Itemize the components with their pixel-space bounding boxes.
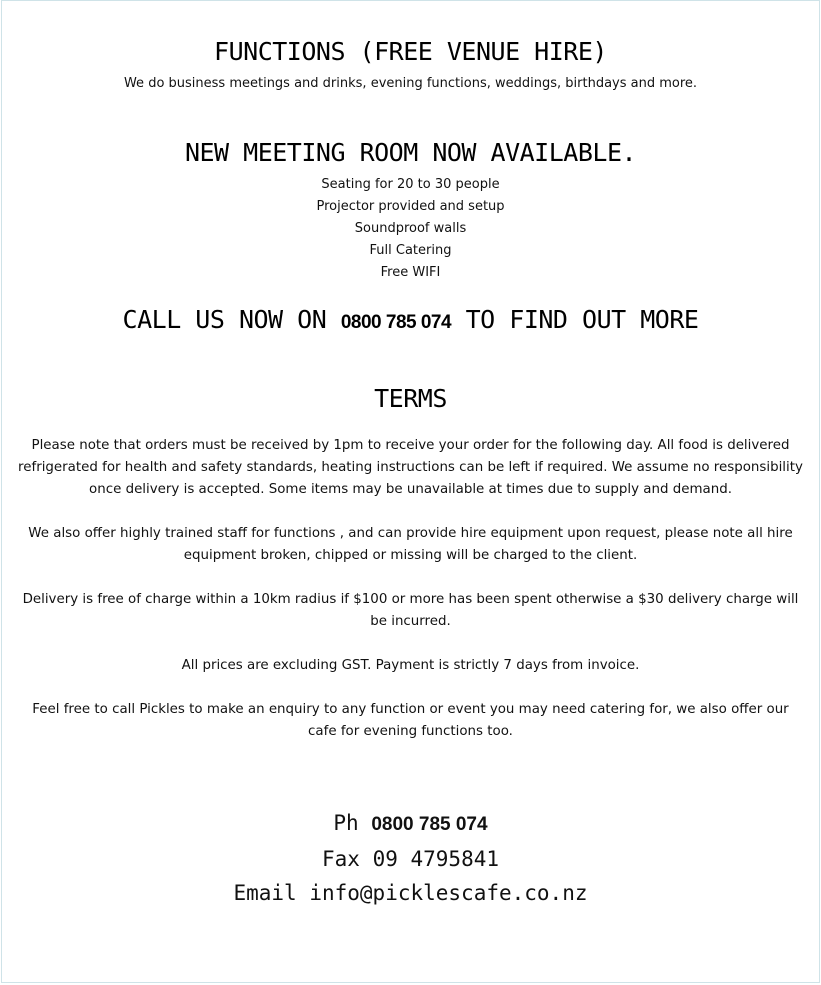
- intro-text: We do business meetings and drinks, evening functions, weddings, birthdays and more.: [123, 76, 698, 91]
- feature-item: Seating for 20 to 30 people: [321, 177, 500, 192]
- terms-heading: TERMS: [374, 384, 447, 413]
- phone-label: Ph: [333, 811, 372, 835]
- contact-block: [2, 806, 819, 910]
- feature-item: Free WIFI: [380, 265, 441, 280]
- terms-paragraph: We also offer highly trained staff for functions , and can provide hire equipment upon request, please note all hire equipment broken, chipped or missing will be charged to the client.: [28, 526, 793, 563]
- phone-number[interactable]: 0800 785 074: [371, 814, 488, 835]
- contact-phone: [2, 806, 819, 842]
- email-link[interactable]: info@picklescafe.co.nz: [309, 881, 588, 905]
- email-label: Email: [233, 881, 310, 905]
- call-to-action: [2, 305, 819, 334]
- meeting-room-heading: NEW MEETING ROOM NOW AVAILABLE.: [184, 138, 637, 167]
- feature-item: Soundproof walls: [354, 221, 467, 236]
- features-list: [2, 174, 819, 284]
- terms-paragraph: Feel free to call Pickles to make an enquiry to any function or event you may need catering for, we also offer our cafe for evening functions too.: [32, 702, 789, 739]
- terms-paragraph: All prices are excluding GST. Payment is strictly 7 days from invoice.: [181, 658, 640, 673]
- feature-item: Projector provided and setup: [316, 199, 505, 214]
- contact-email: [2, 876, 819, 910]
- terms-paragraph: Please note that orders must be received by 1pm to receive your order for the following day. All food is delivered refrigerated for health and safety standards, heating instructions can be left if required. We assume no responsibility once delivery is accepted. Some items may be unavailable at times due to supply and demand.: [18, 438, 803, 497]
- terms-paragraph: Delivery is free of charge within a 10km radius if $100 or more has been spent otherwise a $30 delivery charge will be incurred.: [22, 592, 799, 629]
- feature-item: Full Catering: [369, 243, 452, 258]
- terms-section: [16, 435, 805, 765]
- contact-fax: [2, 842, 819, 876]
- fax-number: 09 4795841: [372, 847, 499, 871]
- fax-label: Fax: [321, 847, 373, 871]
- call-suffix: TO FIND OUT MORE: [451, 305, 699, 334]
- call-prefix: CALL US NOW ON: [122, 305, 341, 334]
- functions-heading: FUNCTIONS (FREE VENUE HIRE): [214, 37, 607, 66]
- page: [1, 0, 820, 983]
- call-phone-number[interactable]: 0800 785 074: [340, 312, 452, 333]
